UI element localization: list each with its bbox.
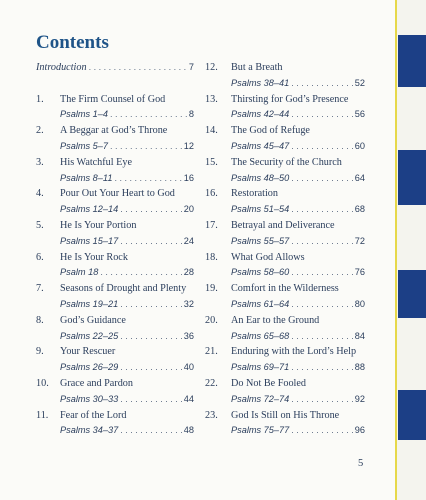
psalm-reference: Psalms 8–11	[60, 172, 113, 183]
toc-entry	[36, 315, 194, 347]
psalm-reference: Psalms 22–25	[60, 330, 119, 341]
dot-leader	[100, 267, 181, 277]
chapter-number: 9.	[36, 346, 44, 358]
chapter-number: 3.	[36, 156, 44, 168]
dot-leader	[89, 62, 187, 72]
dot-leader	[110, 141, 182, 151]
toc-entry	[36, 94, 194, 126]
chapter-title: Thirsting for God’s Presence	[231, 93, 349, 105]
toc-left-column	[36, 62, 194, 441]
dot-leader	[291, 236, 353, 246]
dot-leader	[291, 299, 353, 309]
psalm-reference: Psalms 45–47	[231, 140, 290, 151]
toc-entry	[36, 378, 194, 410]
chapter-number: 20.	[205, 314, 218, 326]
chapter-title: Your Rescuer	[60, 346, 116, 358]
toc-intro-entry	[36, 62, 194, 94]
chapter-number: 19.	[205, 283, 218, 295]
psalm-reference: Psalms 48–50	[231, 172, 290, 183]
chapter-number: 17.	[205, 219, 218, 231]
edge-tab-4	[398, 390, 426, 440]
contents-heading: Contents	[36, 32, 109, 53]
edge-tab-3	[398, 270, 426, 318]
chapter-page: 68	[354, 204, 365, 215]
psalm-reference: Psalms 26–29	[60, 362, 119, 373]
chapter-title: His Watchful Eye	[60, 156, 132, 168]
chapter-page: 72	[354, 235, 365, 246]
chapter-number: 11.	[36, 409, 49, 421]
chapter-number: 12.	[205, 62, 218, 73]
chapter-number: 22.	[205, 377, 218, 389]
psalm-reference: Psalms 15–17	[60, 235, 119, 246]
chapter-number: 18.	[205, 251, 218, 263]
chapter-page: 88	[354, 362, 365, 373]
edge-tab-1	[398, 35, 426, 87]
chapter-title: Comfort in the Wilderness	[231, 283, 339, 295]
psalm-reference: Psalms 69–71	[231, 362, 290, 373]
chapter-title: The God of Refuge	[231, 125, 310, 137]
chapter-title: He Is Your Rock	[60, 251, 128, 263]
psalm-reference: Psalms 51–54	[231, 204, 290, 215]
chapter-page: 96	[354, 425, 365, 436]
toc-entry	[36, 125, 194, 157]
chapter-title: He Is Your Portion	[60, 219, 137, 231]
chapter-page: 84	[354, 330, 365, 341]
chapter-number: 15.	[205, 156, 218, 168]
psalm-reference: Psalms 19–21	[60, 298, 119, 309]
toc-entry	[205, 94, 365, 126]
dot-leader	[120, 362, 182, 372]
dot-leader	[114, 173, 181, 183]
dot-leader	[291, 78, 353, 88]
chapter-page: 92	[354, 393, 365, 404]
psalm-reference: Psalms 42–44	[231, 109, 290, 120]
dot-leader	[120, 299, 182, 309]
chapter-title: But a Breath	[231, 62, 283, 73]
chapter-page: 52	[354, 77, 365, 88]
dot-leader	[291, 331, 353, 341]
chapter-page: 12	[183, 140, 194, 151]
toc-entry	[36, 283, 194, 315]
chapter-number: 2.	[36, 125, 44, 137]
page-edge-line	[395, 0, 397, 500]
chapter-number: 13.	[205, 93, 218, 105]
chapter-page: 20	[183, 204, 194, 215]
toc-entry	[205, 252, 365, 284]
psalm-reference: Psalms 38–41	[231, 77, 290, 88]
dot-leader	[120, 425, 182, 435]
chapter-page: 36	[183, 330, 194, 341]
page-number: 5	[358, 458, 364, 469]
chapter-title: Pour Out Your Heart to God	[60, 188, 175, 200]
chapter-number: 14.	[205, 125, 218, 137]
chapter-number: 16.	[205, 188, 218, 200]
chapter-page: 60	[354, 140, 365, 151]
toc-entry	[36, 220, 194, 252]
psalm-reference: Psalms 65–68	[231, 330, 290, 341]
chapter-title: Restoration	[231, 188, 278, 200]
psalm-reference: Psalms 12–14	[60, 204, 119, 215]
toc-entry	[36, 188, 194, 220]
dot-leader	[291, 394, 353, 404]
chapter-title: Grace and Pardon	[60, 377, 133, 389]
toc-right-column	[205, 62, 365, 441]
chapter-title: A Beggar at God’s Throne	[60, 125, 168, 137]
chapter-number: 4.	[36, 188, 44, 200]
toc-entry	[205, 188, 365, 220]
chapter-page: 76	[354, 267, 365, 278]
chapter-page: 32	[183, 298, 194, 309]
chapter-title: God Is Still on His Throne	[231, 409, 340, 421]
chapter-page: 56	[354, 109, 365, 120]
toc-entry	[205, 125, 365, 157]
chapter-title: The Firm Counsel of God	[60, 93, 166, 105]
chapter-title: God’s Guidance	[60, 314, 126, 326]
toc-entry	[205, 220, 365, 252]
chapter-page: 16	[183, 172, 194, 183]
dot-leader	[291, 141, 353, 151]
chapter-title: Betrayal and Deliverance	[231, 219, 335, 231]
psalm-reference: Psalms 58–60	[231, 267, 290, 278]
dot-leader	[291, 109, 353, 119]
chapter-page: 64	[354, 172, 365, 183]
chapter-number: 5.	[36, 219, 44, 231]
psalm-reference: Psalms 75–77	[231, 425, 290, 436]
dot-leader	[291, 173, 353, 183]
dot-leader	[120, 236, 182, 246]
chapter-page: 80	[354, 298, 365, 309]
chapter-number: 10.	[36, 377, 49, 389]
chapter-title: An Ear to the Ground	[231, 314, 320, 326]
dot-leader	[110, 109, 187, 119]
dot-leader	[120, 331, 182, 341]
dot-leader	[120, 204, 182, 214]
psalm-reference: Psalms 34–37	[60, 425, 119, 436]
toc-entry	[36, 252, 194, 284]
toc-entry	[36, 410, 194, 442]
chapter-page: 8	[188, 109, 194, 120]
chapter-title: The Security of the Church	[231, 156, 342, 168]
chapter-number: 1.	[36, 93, 44, 105]
psalm-reference: Psalm 18	[60, 267, 99, 278]
chapter-title: Enduring with the Lord’s Help	[231, 346, 357, 358]
dot-leader	[291, 267, 353, 277]
toc-entry	[205, 410, 365, 442]
toc-entry	[36, 157, 194, 189]
psalm-reference: Psalms 1–4	[60, 109, 109, 120]
intro-page: 7	[188, 62, 194, 72]
toc-entry	[205, 346, 365, 378]
chapter-page: 28	[183, 267, 194, 278]
dot-leader	[291, 362, 353, 372]
psalm-reference: Psalms 30–33	[60, 393, 119, 404]
toc-entry	[36, 346, 194, 378]
psalm-reference: Psalms 72–74	[231, 393, 290, 404]
dot-leader	[291, 425, 353, 435]
chapter-title: What God Allows	[231, 251, 305, 263]
chapter-title: Fear of the Lord	[60, 409, 127, 421]
chapter-number: 7.	[36, 283, 44, 295]
chapter-page: 44	[183, 393, 194, 404]
chapter-number: 21.	[205, 346, 218, 358]
dot-leader	[120, 394, 182, 404]
toc-entry	[205, 378, 365, 410]
edge-tab-2	[398, 150, 426, 205]
chapter-number: 8.	[36, 314, 44, 326]
dot-leader	[291, 204, 353, 214]
chapter-page: 48	[183, 425, 194, 436]
psalm-reference: Psalms 5–7	[60, 140, 109, 151]
toc-entry	[205, 157, 365, 189]
toc-entry	[205, 62, 365, 94]
toc-entry	[205, 283, 365, 315]
toc-entry	[205, 315, 365, 347]
psalm-reference: Psalms 61–64	[231, 298, 290, 309]
chapter-number: 23.	[205, 409, 218, 421]
chapter-page: 24	[183, 235, 194, 246]
chapter-page: 40	[183, 362, 194, 373]
chapter-title: Seasons of Drought and Plenty	[60, 283, 187, 295]
intro-label: Introduction	[36, 62, 87, 73]
psalm-reference: Psalms 55–57	[231, 235, 290, 246]
chapter-number: 6.	[36, 251, 44, 263]
chapter-title: Do Not Be Fooled	[231, 377, 306, 389]
